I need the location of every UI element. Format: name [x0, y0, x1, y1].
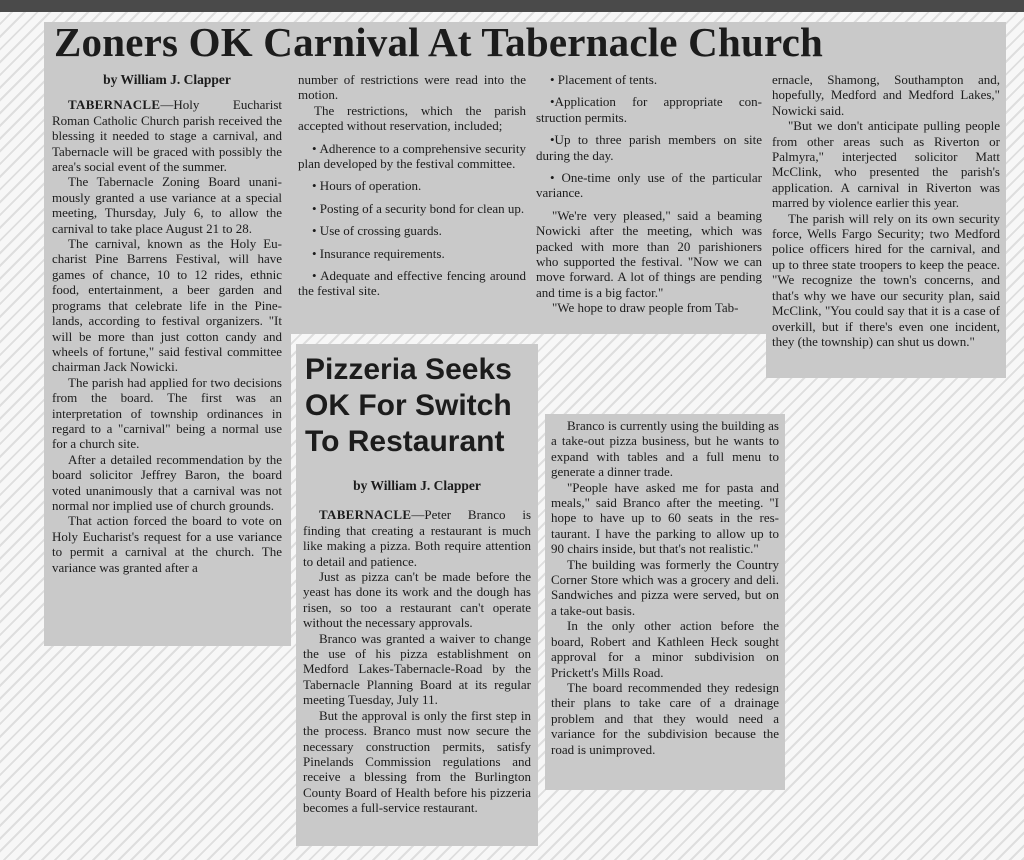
article1-dateline: TABERNACLE	[68, 97, 161, 113]
article2-paragraph: Branco was granted a waiver to change the use of his pizza establishment on Medford Lakes-Tabernacle-Road by the Tabernacle Planning Board at its regular meeting Tuesday, July 11.	[303, 630, 531, 708]
article2-paragraph: Just as pizza can't be made before the yeast has done its work and the dough has risen, so too a restaurant can't operate without the necessary approvals.	[303, 569, 531, 631]
restriction-item: • Insurance requirements.	[312, 245, 445, 261]
article1-paragraph: "We're very pleased," said a beaming Nowicki after the meeting, which was packed with more than 20 parishioners who supported the festival. "Now we can move forward. A lot of things are pending and time is a big factor."	[536, 207, 762, 300]
article2-paragraph: Branco is currently using the building as a take-out pizza business, but he wants to expand with tables and a full menu to generate a dinner trade.	[551, 418, 779, 480]
restriction-item: • Adherence to a comprehensive security plan developed by the festival committee.	[298, 140, 526, 172]
article1-paragraph: The carnival, known as the Holy Eucharist Pine Barrens Festival, will have games of chance, 10 to 12 rides, ethnic food, entertainment, a beer garden and programs that celebrate life in the Pinelands, according to festival organizers. "It will be more than just cotton candy and wheels of fortune," said festival committee chairman Jack Nowicki.	[52, 236, 282, 375]
article1-paragraph: The Tabernacle Zoning Board unanimously granted a use variance at a special meeting, Thursday, July 6, to allow the carnival to take place August 21 to 28.	[52, 174, 282, 236]
scan-top-edge	[0, 0, 1024, 12]
restriction-item: • Hours of operation.	[312, 178, 422, 194]
article1-headline: Zoners OK Carnival At Tabernacle Church	[54, 19, 824, 65]
restriction-item: • One-time only use of the particular variance.	[536, 170, 762, 201]
restriction-item: • Placement of tents.	[550, 72, 658, 87]
restriction-item: •Up to three parish members on site during the day.	[536, 132, 762, 163]
article2-lead-paragraph: TABERNACLE—Peter Branco is finding that creating a restaurant is much like making a pizza. Both require attention to detail and patience.	[303, 507, 531, 569]
article1-column-2	[298, 72, 526, 299]
article2-paragraph: The board recommended they redesign their plans to take care of a drainage problem and that they would need a variance for the subdivision because the road is unimproved.	[551, 679, 779, 757]
article1-paragraph: "But we don't anticipate pulling people from other areas such as Riverton or Palmyra," interjected solicitor Matt McClink, who presented the parish's application. A carnival in Riverton was marred by violence earlier this year.	[772, 118, 1000, 211]
article2-column-1	[303, 478, 531, 816]
article1-column-3	[536, 72, 762, 316]
restriction-item: •Application for appropriate construction permits.	[536, 94, 762, 125]
article2-dateline: TABERNACLE	[319, 507, 412, 523]
article1-lead-paragraph: TABERNACLE—Holy Eucharist Roman Catholic Church parish received the blessing it needed to stage a carnival, and Tabernacle will be graced with possibly the area's social event of the summer.	[52, 97, 282, 175]
article1-paragraph: The parish will rely on its own security force, Wells Fargo Security; two Medford police officers hired for the carnival, and up to three state troopers to keep the peace. "We recognize the town's concerns, and that's why we have our security plan, said McClink, "You could say that it is a case of overkill, but if there's even one incident, they (the township) can shut us down."	[772, 210, 1000, 349]
article1-paragraph: The restrictions, which the parish accepted without reservation, included;	[298, 102, 526, 134]
article1-byline: by William J. Clapper	[103, 72, 231, 87]
restriction-item: • Use of crossing guards.	[312, 223, 442, 239]
article2-column-2	[551, 418, 779, 757]
article1-paragraph: ernacle, Shamong, Southampton and, hopefully, Medford and Medford Lakes," Nowicki said.	[772, 72, 1000, 118]
restriction-item: • Adequate and effective fencing around the festival site.	[298, 268, 526, 299]
article2-paragraph: "People have asked me for pasta and meals," said Branco after the meeting. "I hope to have up to 60 seats in the restaurant. I have the parking to allow up to 90 chairs inside, but that's not realistic."	[551, 479, 779, 557]
article1-paragraph: That action forced the board to vote on Holy Eucharist's request for a use variance to permit a carnival at the church. The variance was granted after a	[52, 513, 282, 575]
article1-paragraph: number of restrictions were read into the motion.	[298, 72, 526, 103]
article2-headline: Pizzeria Seeks OK For Switch To Restaurant	[305, 353, 512, 458]
article1-paragraph: The parish had applied for two decisions from the board. The first was an interpretation of township ordinances in regard to a "carnival" being a normal use for a church site.	[52, 374, 282, 452]
article2-paragraph: In the only other action before the board, Robert and Kathleen Heck sought approval for a minor subdivision on Prickett's Mills Road.	[551, 618, 779, 680]
article1-column-4	[772, 72, 1000, 349]
article2-paragraph: But the approval is only the first step in the process. Branco must now secure the necessary construction permits, satisfy Pinelands Commission regulations and receive a blessing from the Burlington County Board of Health before his pizzeria becomes a full-service restaurant.	[303, 707, 531, 816]
article2-paragraph: The building was formerly the Country Corner Store which was a grocery and deli. Sandwiches and pizza were served, but on a take-out basis.	[551, 556, 779, 618]
article1-paragraph: After a detailed recommendation by the board solicitor Jeffrey Baron, the board voted unanimously that a carnival was not normal nor implied use of church grounds.	[52, 451, 282, 513]
article2-byline: by William J. Clapper	[353, 478, 481, 493]
restriction-item: • Posting of a security bond for clean up.	[312, 200, 525, 216]
article1-column-1	[52, 72, 282, 575]
article1-paragraph: "We hope to draw people from Tab-	[552, 300, 739, 316]
